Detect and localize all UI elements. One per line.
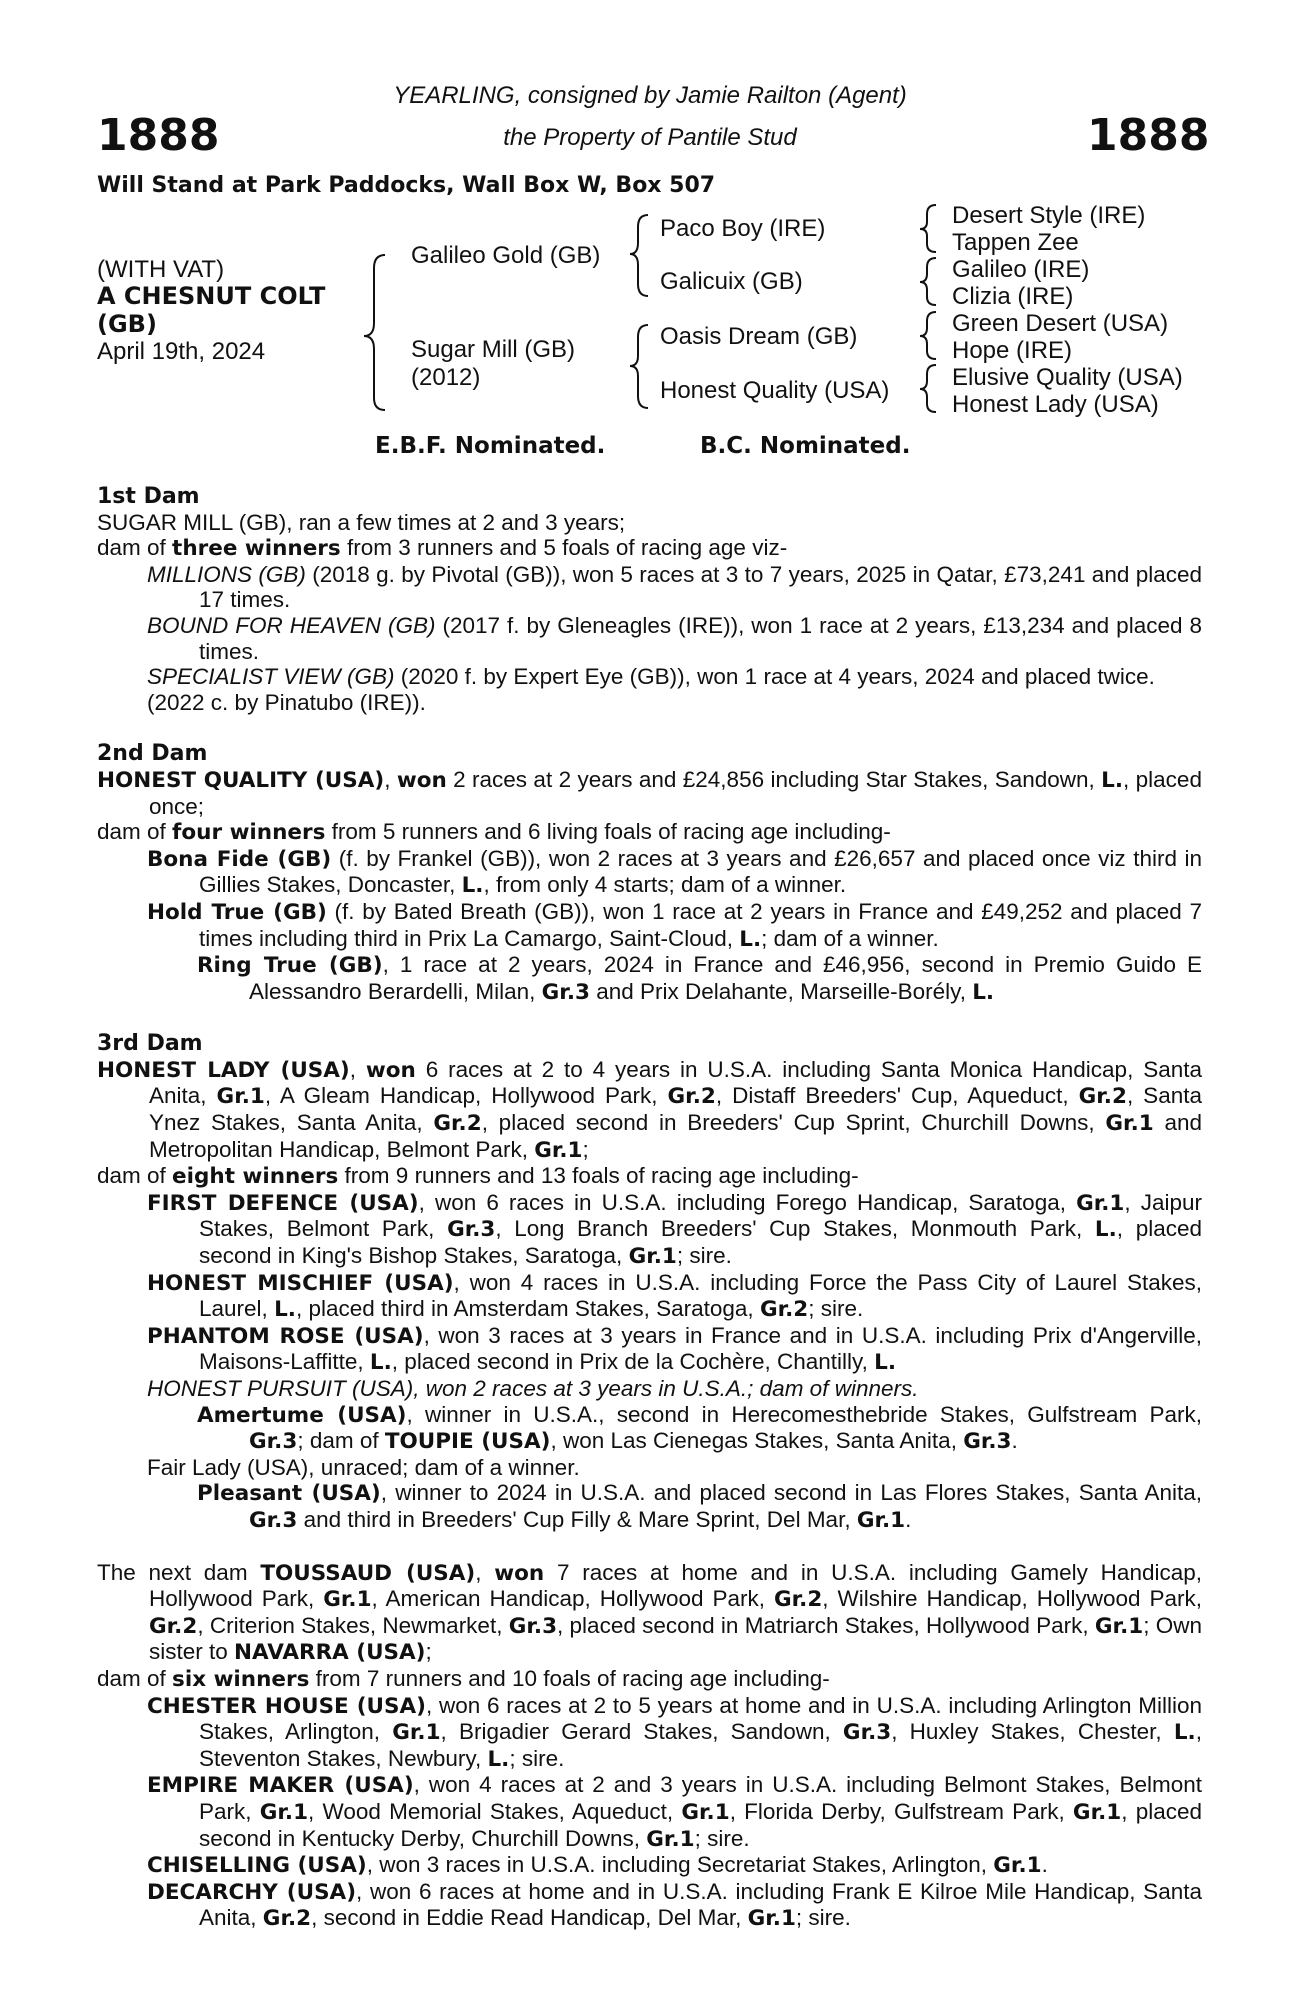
second-dam-produce-summary: dam of four winners from 5 runners and 6 living foals of racing age including- xyxy=(97,819,891,846)
second-dam-line: HONEST QUALITY (USA), won 2 races at 2 years and £24,856 including Star Stakes, Sandown, L., placed once; xyxy=(97,766,1202,819)
stand-location: Will Stand at Park Paddocks, Wall Box W, Box 507 xyxy=(97,173,716,198)
dam-name: Sugar Mill (GB) xyxy=(411,336,576,363)
produce-entry: CHISELLING (USA), won 3 races in U.S.A. including Secretariat Stakes, Arlington, Gr.1. xyxy=(147,1852,1048,1879)
ggd-3: Hope (IRE) xyxy=(952,337,1073,364)
lot-description: A CHESNUT COLT xyxy=(97,282,326,310)
third-dam-line: HONEST LADY (USA), won 6 races at 2 to 4 years in U.S.A. including Santa Monica Handicap, Santa Anita, Gr.1, A Gleam Handicap, Hollywood Park, Gr.2, Distaff Breeders' Cup, Aqueduct, Gr.2, Santa Ynez Stakes, Santa Anita, Gr.2, placed second in Breeders' Cup Sprint, Churchill Downs, Gr.1 and Metropolitan Handicap, Belmont Park, Gr.1; xyxy=(97,1056,1202,1163)
ggd-2: Clizia (IRE) xyxy=(952,283,1074,310)
consignor-line: YEARLING, consigned by Jamie Railton (Agent) xyxy=(393,82,907,109)
brace-main xyxy=(364,255,385,410)
grand-produce-entry: Amertume (USA), winner in U.S.A., second in Herecomesthebride Stakes, Gulfstream Park, Gr.3; dam of TOUPIE (USA), won Las Cienegas Stakes, Santa Anita, Gr.3. xyxy=(197,1401,1202,1455)
produce-entry: DECARCHY (USA), won 6 races at home and in U.S.A. including Frank E Kilroe Mile Handicap, Santa Anita, Gr.2, second in Eddie Read Handicap, Del Mar, Gr.1; sire. xyxy=(147,1878,1202,1932)
ggs-4: Elusive Quality (USA) xyxy=(952,364,1183,391)
property-line: the Property of Pantile Stud xyxy=(503,124,797,151)
dam-year: (2012) xyxy=(411,364,481,391)
first-dam-heading: 1st Dam xyxy=(97,484,200,509)
granddam-maternal: Honest Quality (USA) xyxy=(660,377,890,404)
grandsire-paternal: Paco Boy (IRE) xyxy=(660,215,826,242)
catalogue-body xyxy=(97,484,1202,1932)
brace-sd xyxy=(920,258,936,305)
produce-entry: SPECIALIST VIEW (GB) (2020 f. by Expert Eye (GB)), won 1 race at 4 years, 2024 and placed twice. xyxy=(147,664,1155,690)
ggd-1: Tappen Zee xyxy=(952,229,1079,256)
lot-number-left: 1888 xyxy=(97,110,220,161)
grand-produce-entry: Ring True (GB), 1 race at 2 years, 2024 in France and £46,956, second in Premio Guido E Alessandro Berardelli, Milan, Gr.3 and Prix Delahante, Marseille-Borély, L. xyxy=(197,952,1203,1005)
lot-number-right: 1888 xyxy=(1087,110,1210,161)
third-dam-heading: 3rd Dam xyxy=(97,1031,203,1057)
brace-sire xyxy=(630,215,648,296)
granddam-paternal: Galicuix (GB) xyxy=(660,268,803,295)
brace-dd xyxy=(920,365,936,412)
foaling-date: April 19th, 2024 xyxy=(97,338,266,365)
bc-nomination: B.C. Nominated. xyxy=(700,433,911,459)
next-dam-produce-summary: dam of six winners from 7 runners and 10 foals of racing age including- xyxy=(97,1665,830,1692)
produce-entry: HONEST PURSUIT (USA), won 2 races at 3 years in U.S.A.; dam of winners. xyxy=(147,1376,919,1401)
produce-entry: HONEST MISCHIEF (USA), won 4 races in U.S.A. including Force the Pass City of Laurel Stakes, Laurel, L., placed third in Amsterdam Stakes, Saratoga, Gr.2; sire. xyxy=(147,1269,1202,1323)
produce-entry: Fair Lady (USA), unraced; dam of a winner. xyxy=(147,1454,580,1480)
brace-dam xyxy=(630,325,648,408)
produce-entry: MILLIONS (GB) (2018 g. by Pivotal (GB)), won 5 races at 3 to 7 years, 2025 in Qatar, £73,241 and placed 17 times. xyxy=(147,561,1202,613)
produce-entry: CHESTER HOUSE (USA), won 6 races at 2 to 5 years at home and in U.S.A. including Arlington Million Stakes, Arlington, Gr.1, Brigadier Gerard Stakes, Sandown, Gr.3, Huxley Stakes, Chester, L., Steventon Stakes, Newbury, L.; sire. xyxy=(147,1692,1202,1772)
ggd-4: Honest Lady (USA) xyxy=(952,391,1159,418)
second-dam-heading: 2nd Dam xyxy=(97,741,208,767)
produce-entry: BOUND FOR HEAVEN (GB) (2017 f. by Gleneagles (IRE)), won 1 race at 2 years, £13,234 and placed 8 times. xyxy=(147,612,1202,664)
next-dam-line: The next dam TOUSSAUD (USA), won 7 races at home and in U.S.A. including Gamely Handicap, Hollywood Park, Gr.1, American Handicap, Hollywood Park, Gr.2, Wilshire Handicap, Hollywood Park, Gr.2, Criterion Stakes, Newmarket, Gr.3, placed second in Matriarch Stakes, Hollywood Park, Gr.1; Own sister to NAVARRA (USA); xyxy=(97,1559,1202,1666)
first-dam-produce-summary: dam of three winners from 3 runners and 5 foals of racing age viz- xyxy=(97,535,788,562)
brace-ds xyxy=(920,312,936,359)
brace-ss xyxy=(920,205,936,252)
grand-produce-entry: Pleasant (USA), winner to 2024 in U.S.A. and placed second in Las Flores Stakes, Santa Anita, Gr.3 and third in Breeders' Cup Filly & Mare Sprint, Del Mar, Gr.1. xyxy=(197,1480,1202,1533)
sire-name: Galileo Gold (GB) xyxy=(411,242,601,269)
ggs-3: Green Desert (USA) xyxy=(952,310,1169,337)
lot-description-country: (GB) xyxy=(97,310,157,338)
produce-entry: Hold True (GB) (f. by Bated Breath (GB)), won 1 race at 2 years in France and £49,252 and placed 7 times including third in Prix La Camargo, Saint-Cloud, L.; dam of a winner. xyxy=(147,898,1202,952)
first-dam-line: SUGAR MILL (GB), ran a few times at 2 and 3 years; xyxy=(97,509,626,535)
vat-label: (WITH VAT) xyxy=(97,256,225,283)
ggs-1: Desert Style (IRE) xyxy=(952,202,1146,229)
produce-entry: Bona Fide (GB) (f. by Frankel (GB)), won 2 races at 3 years and £26,657 and placed once viz third in Gillies Stakes, Doncaster, L., from only 4 starts; dam of a winner. xyxy=(147,845,1202,899)
ebf-nomination: E.B.F. Nominated. xyxy=(375,433,606,459)
ggs-2: Galileo (IRE) xyxy=(952,256,1090,283)
produce-entry: EMPIRE MAKER (USA), won 4 races at 2 and 3 years in U.S.A. including Belmont Stakes, Belmont Park, Gr.1, Wood Memorial Stakes, Aqueduct, Gr.1, Florida Derby, Gulfstream Park, Gr.1, placed second in Kentucky Derby, Churchill Downs, Gr.1; sire. xyxy=(147,1772,1202,1852)
produce-entry: PHANTOM ROSE (USA), won 3 races at 3 years in France and in U.S.A. including Prix d'Angerville, Maisons-Laffitte, L., placed second in Prix de la Cochère, Chantilly, L. xyxy=(147,1322,1202,1376)
third-dam-produce-summary: dam of eight winners from 9 runners and 13 foals of racing age including- xyxy=(97,1163,859,1190)
produce-entry: FIRST DEFENCE (USA), won 6 races in U.S.A. including Forego Handicap, Saratoga, Gr.1, Jaipur Stakes, Belmont Park, Gr.3, Long Branch Breeders' Cup Stakes, Monmouth Park, L., placed second in King's Bishop Stakes, Saratoga, Gr.1; sire. xyxy=(147,1189,1203,1270)
grandsire-maternal: Oasis Dream (GB) xyxy=(660,323,858,350)
produce-entry: (2022 c. by Pinatubo (IRE)). xyxy=(147,689,426,715)
